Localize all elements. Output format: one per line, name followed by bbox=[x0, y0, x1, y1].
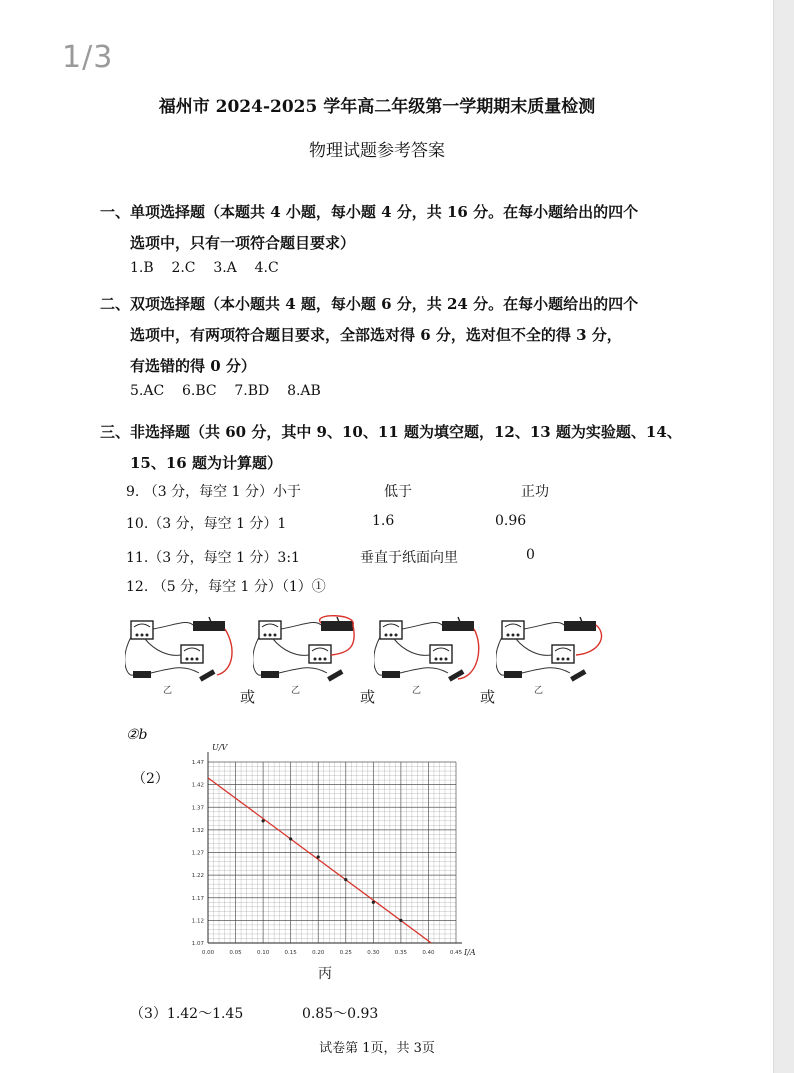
q9-label: 9. （3 分，每空 1 分）小于 bbox=[126, 484, 301, 500]
x-axis-label: I/A bbox=[464, 948, 476, 957]
viewer-scrollbar-gutter[interactable] bbox=[773, 0, 794, 1073]
data-point bbox=[289, 837, 292, 840]
circuit-caption-1: 乙 bbox=[163, 686, 173, 695]
q10-answer-3: 0.96 bbox=[495, 513, 527, 529]
circuit-caption-3: 乙 bbox=[412, 686, 422, 695]
x-tick-label: 0.25 bbox=[339, 950, 352, 956]
graph-caption: 丙 bbox=[318, 966, 332, 982]
circuit-diagram-3 bbox=[374, 615, 486, 695]
section1-heading-line2: 选项中，只有一项符合题目要求） bbox=[130, 234, 356, 252]
or-text-1: 或 bbox=[240, 688, 256, 706]
q12-part-3-resistance: 0.85～0.93 bbox=[302, 1006, 379, 1022]
section1-answers: 1.B 2.C 3.A 4.C bbox=[130, 260, 279, 276]
x-tick-label: 0.45 bbox=[449, 950, 463, 956]
y-tick-labels bbox=[192, 760, 205, 947]
y-tick-label: 1.12 bbox=[191, 918, 204, 925]
section3-heading-line1: 三、非选择题（共 60 分，其中 9、10、11 题为填空题，12、13 题为实验题、14、 bbox=[100, 423, 682, 441]
y-tick-label: 1.22 bbox=[191, 873, 204, 880]
or-text-3: 或 bbox=[480, 688, 496, 706]
circuit-diagram-4 bbox=[496, 615, 608, 695]
data-point bbox=[399, 919, 402, 922]
q11-answer-3: 0 bbox=[526, 547, 535, 563]
y-axis-label: U/V bbox=[212, 743, 228, 752]
x-tick-label: 0.30 bbox=[367, 950, 380, 956]
document-subtitle: 物理试题参考答案 bbox=[309, 141, 445, 161]
q9-answer-2: 低于 bbox=[384, 484, 412, 500]
circuit-diagram-2 bbox=[253, 615, 365, 695]
x-tick-label: 0.35 bbox=[394, 950, 408, 956]
q11-answer-2: 垂直于纸面向里 bbox=[360, 550, 458, 566]
section2-heading-line2: 选项中，有两项符合题目要求，全部选对得 6 分，选对但不全的得 3 分， bbox=[130, 326, 622, 344]
data-point bbox=[262, 819, 265, 822]
x-tick-label: 0.05 bbox=[229, 950, 242, 956]
document-title: 福州市 2024-2025 学年高二年级第一学期期末质量检测 bbox=[158, 97, 596, 117]
section2-answers: 5.AC 6.BC 7.BD 8.AB bbox=[130, 383, 321, 399]
circuit-caption-2: 乙 bbox=[291, 686, 301, 695]
x-tick-label: 0.10 bbox=[256, 950, 270, 956]
y-tick-label: 1.32 bbox=[191, 827, 204, 834]
y-tick-label: 1.07 bbox=[191, 941, 204, 947]
data-point bbox=[372, 901, 375, 904]
x-tick-label: 0.20 bbox=[312, 950, 325, 956]
section1-heading-line1: 一、单项选择题（本题共 4 小题，每小题 4 分，共 16 分。在每小题给出的四个 bbox=[100, 203, 639, 221]
q12-part-b: ②b bbox=[126, 727, 148, 743]
q10-answer-2: 1.6 bbox=[372, 513, 395, 529]
page-indicator: 1/3 bbox=[62, 40, 114, 75]
page-footer: 试卷第 1页，共 3页 bbox=[319, 1041, 435, 1056]
q11-label: 11.（3 分，每空 1 分）3:1 bbox=[126, 550, 300, 566]
y-tick-label: 1.17 bbox=[191, 895, 204, 902]
y-tick-label: 1.27 bbox=[191, 850, 204, 857]
data-point bbox=[344, 878, 347, 881]
x-tick-labels bbox=[202, 950, 463, 956]
u-i-graph bbox=[180, 738, 490, 983]
q12-label: 12. （5 分，每空 1 分）（1）① bbox=[126, 579, 326, 595]
q12-part-2: （2） bbox=[132, 771, 169, 787]
circuit-caption-4: 乙 bbox=[534, 686, 544, 695]
x-tick-label: 0.15 bbox=[284, 950, 297, 956]
q9-answer-3: 正功 bbox=[521, 484, 549, 500]
y-tick-label: 1.42 bbox=[191, 782, 204, 789]
circuit-diagram-1 bbox=[125, 615, 237, 695]
y-tick-label: 1.47 bbox=[191, 760, 204, 766]
graph-grid bbox=[208, 752, 462, 943]
x-tick-label: 0.00 bbox=[201, 950, 215, 956]
section2-heading-line3: 有选错的得 0 分） bbox=[130, 357, 256, 375]
section2-heading-line1: 二、双项选择题（本小题共 4 题，每小题 6 分，共 24 分。在每小题给出的四个 bbox=[100, 295, 639, 313]
section3-heading-line2: 15、16 题为计算题） bbox=[130, 454, 282, 472]
data-point bbox=[317, 855, 320, 858]
q10-label: 10.（3 分，每空 1 分）1 bbox=[126, 516, 287, 532]
x-tick-label: 0.40 bbox=[422, 950, 435, 956]
or-text-2: 或 bbox=[360, 688, 376, 706]
q12-part-3-emf: （3）1.42～1.45 bbox=[130, 1006, 244, 1022]
y-tick-label: 1.37 bbox=[191, 805, 204, 812]
